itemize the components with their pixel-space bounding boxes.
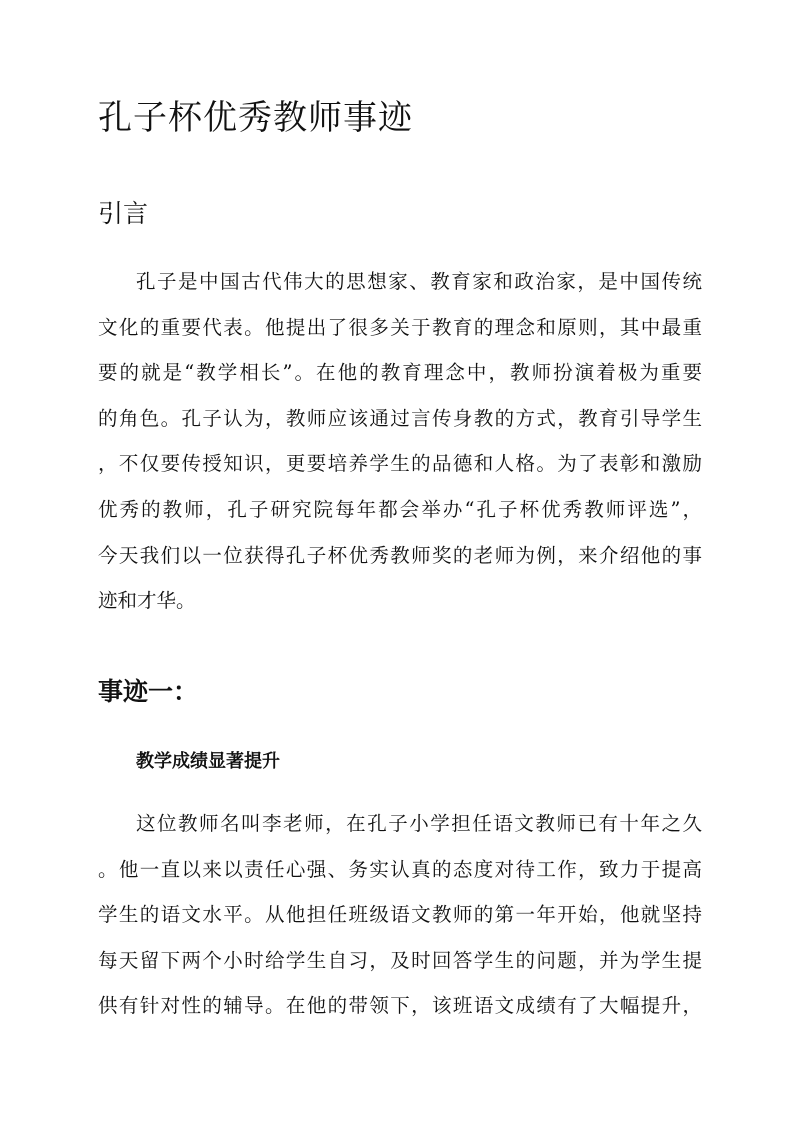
deed-one-subheading: 教学成绩显著提升 (136, 751, 280, 772)
paragraph-line: 孔子是中国古代伟大的思想家、教育家和政治家，是中国传统 (136, 270, 702, 293)
section-heading-deed-one: 事迹一： (98, 677, 199, 706)
paragraph-line: 优秀的教师，孔子研究院每年都会举办“孔子杯优秀教师评选”， (98, 497, 702, 521)
paragraph-line: 迹和才华。 (98, 589, 196, 613)
paragraph-line: 学生的语文水平。从他担任班级语文教师的第一年开始，他就坚持 (98, 903, 702, 927)
introduction-paragraph (98, 259, 702, 624)
document-title: 孔子杯优秀教师事迹 (98, 98, 413, 138)
paragraph-line: 这位教师名叫李老师，在孔子小学担任语文教师已有十年之久 (136, 812, 702, 835)
paragraph-line: 供有针对性的辅导。在他的带领下，该班语文成绩有了大幅提升， (98, 994, 702, 1018)
section-heading-introduction: 引言 (98, 199, 149, 228)
paragraph-line: 今天我们以一位获得孔子杯优秀教师奖的老师为例，来介绍他的事 (98, 543, 702, 567)
paragraph-line: 。他一直以来以责任心强、务实认真的态度对待工作，致力于提高 (98, 857, 702, 881)
paragraph-line: ，不仅要传授知识，更要培养学生的品德和人格。为了表彰和激励 (98, 452, 702, 476)
paragraph-line: 每天留下两个小时给学生自习，及时回答学生的问题，并为学生提 (98, 948, 702, 972)
paragraph-line: 的角色。孔子认为，教师应该通过言传身教的方式，教育引导学生 (98, 406, 702, 430)
deed-one-paragraph (98, 801, 702, 1029)
paragraph-line: 文化的重要代表。他提出了很多关于教育的理念和原则，其中最重 (98, 315, 702, 339)
paragraph-line: 要的就是“教学相长”。在他的教育理念中，教师扮演着极为重要 (98, 361, 702, 385)
